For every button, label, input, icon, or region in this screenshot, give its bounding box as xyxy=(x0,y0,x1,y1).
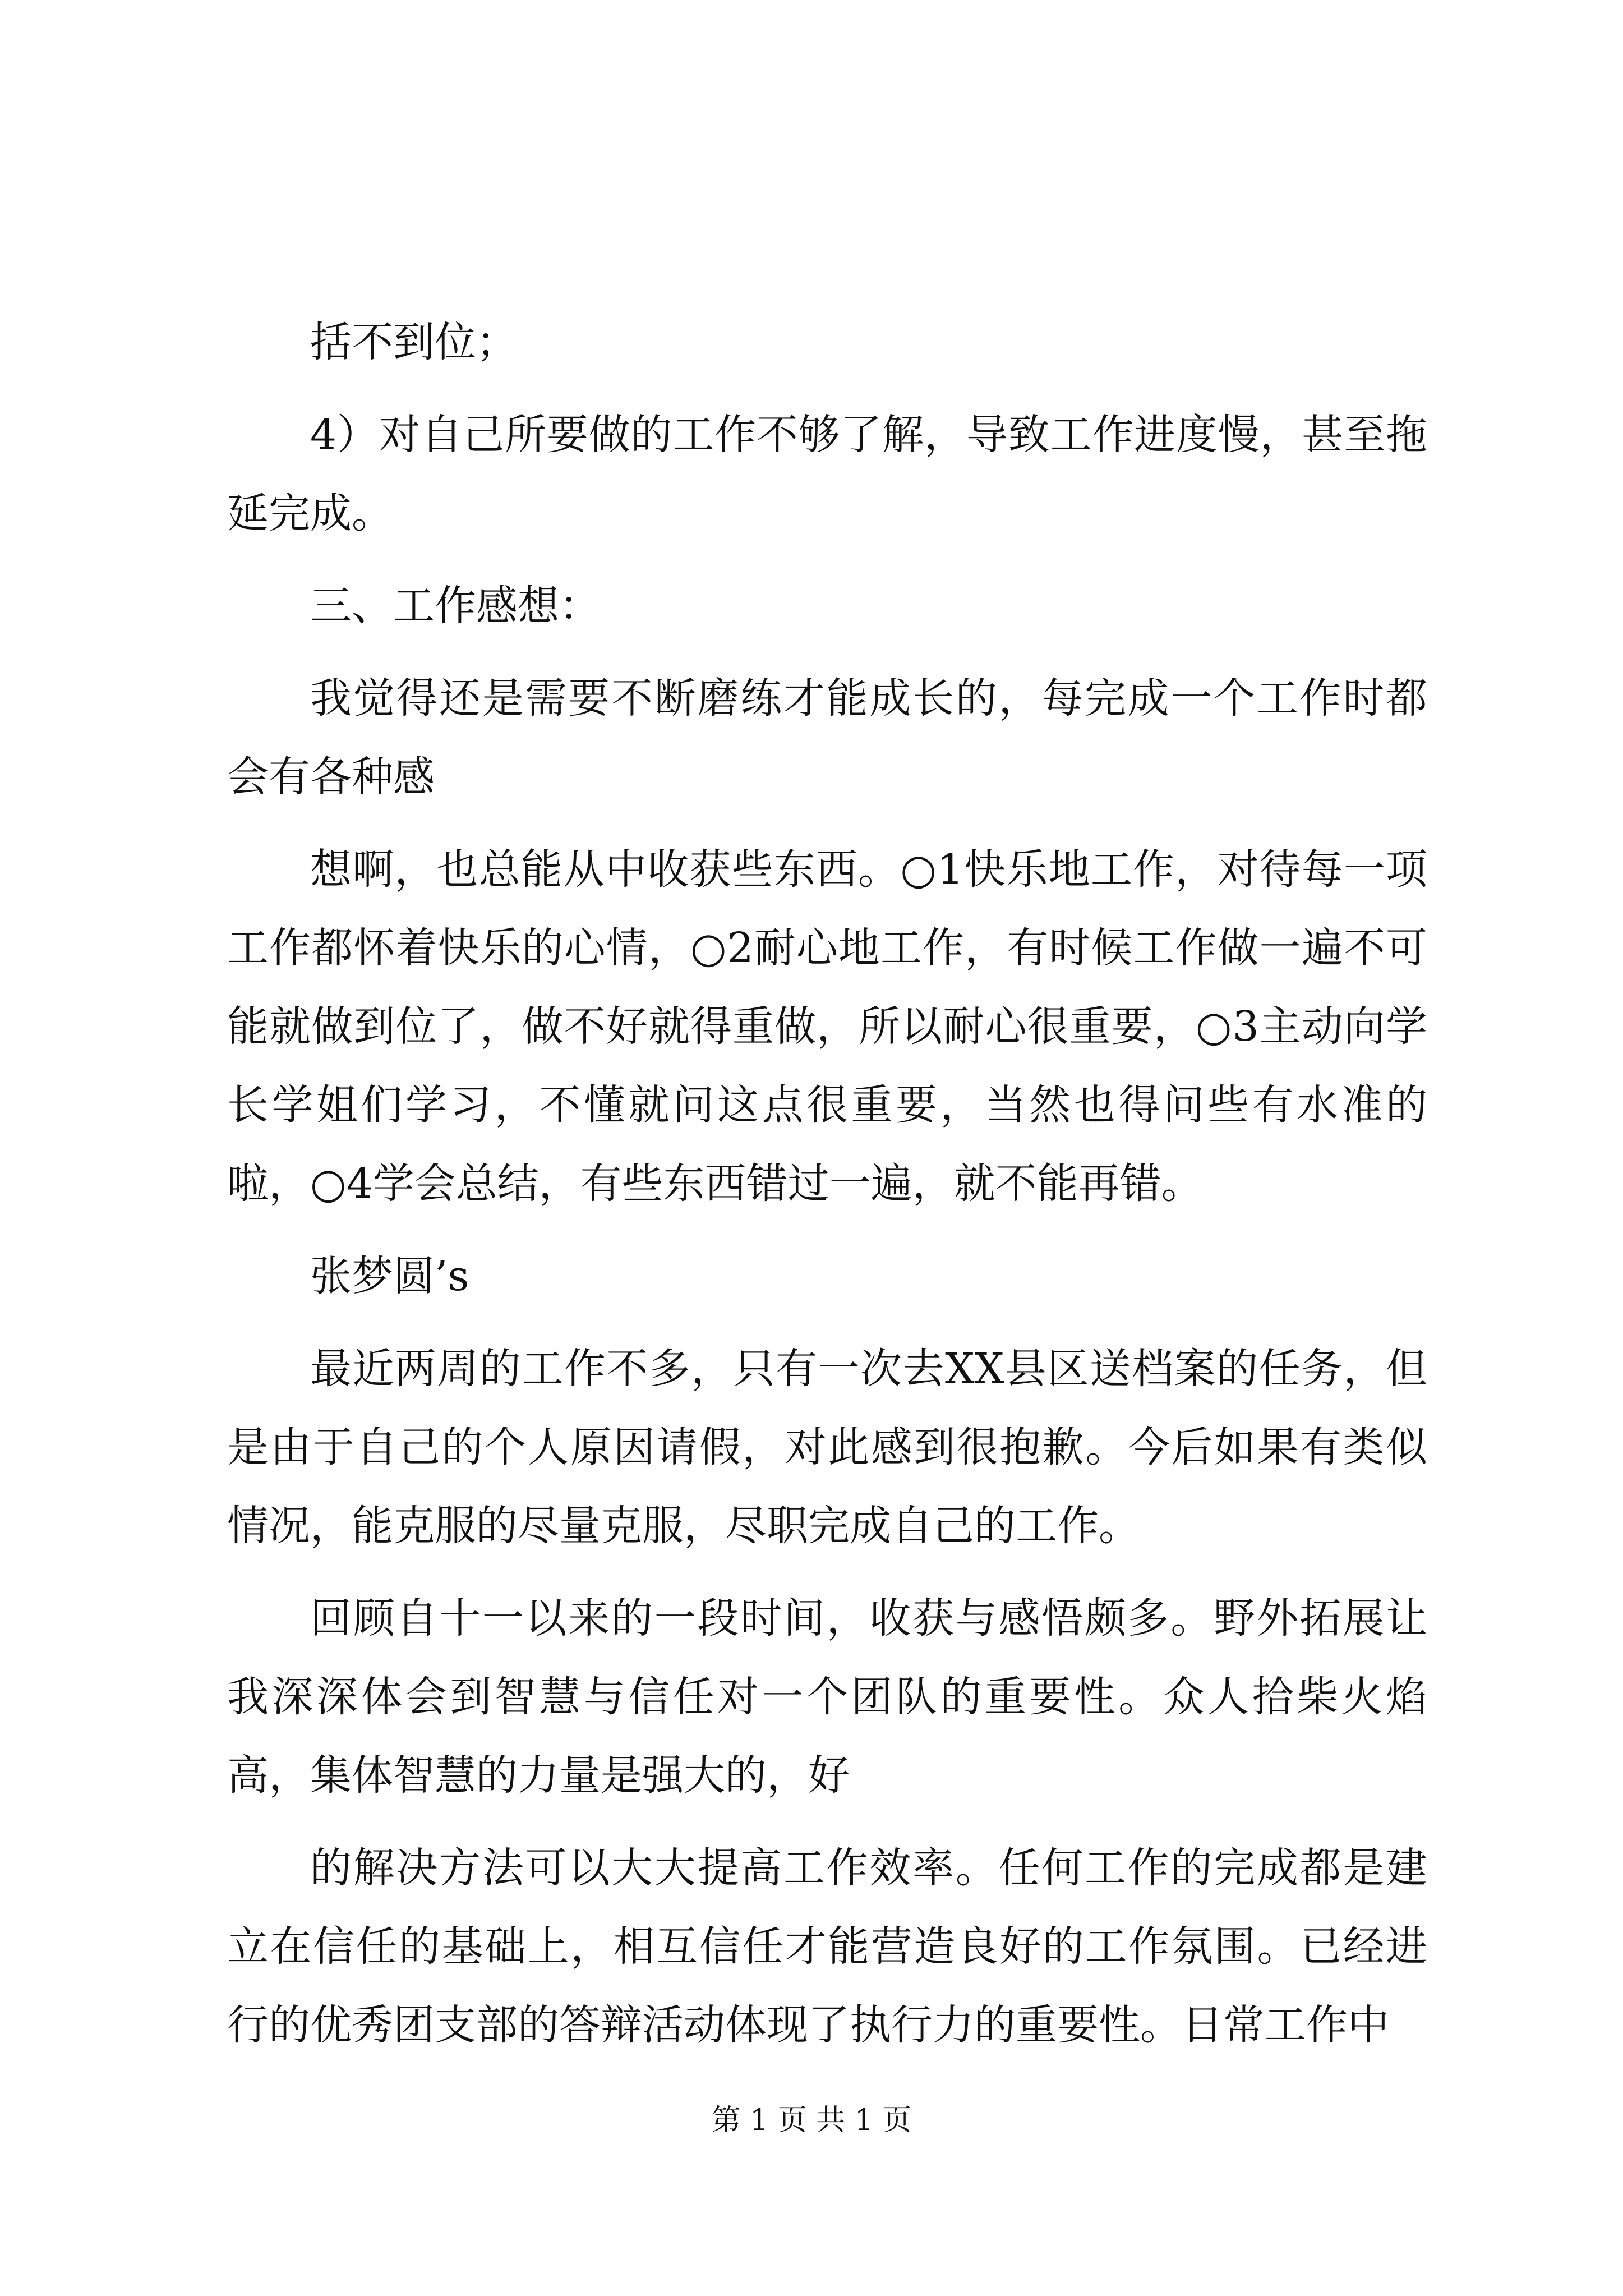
page-number: 第 1 页 共 1 页 xyxy=(711,2104,912,2137)
author-name: 张梦圆’s xyxy=(310,1252,469,1300)
paragraph: 的解决方法可以大大提高工作效率。任何工作的完成都是建立在信任的基础上，相互信任才能营造良好的工作氛围。已经进行的优秀团支部的答辩活动体现了执行力的重要性。日常工作中 xyxy=(227,1844,1427,2049)
paragraph: 我觉得还是需要不断磨练才能成长的，每完成一个工作时都会有各种感 xyxy=(227,674,1427,801)
page-footer xyxy=(0,2101,1623,2140)
document-body xyxy=(227,303,1427,2078)
paragraph: 括不到位； xyxy=(310,318,518,366)
paragraph: 4）对自己所要做的工作不够了解，导致工作进度慢，甚至拖延完成。 xyxy=(227,411,1427,537)
paragraph: 最近两周的工作不多，只有一次去XX县区送档案的任务，但是由于自己的个人原因请假，对此感到很抱歉。今后如果有类似情况，能克服的尽量克服，尽职完成自己的工作。 xyxy=(227,1345,1427,1550)
paragraph: 回顾自十一以来的一段时间，收获与感悟颇多。野外拓展让我深深体会到智慧与信任对一个团队的重要性。众人拾柴火焰高，集体智慧的力量是强大的，好 xyxy=(227,1594,1427,1800)
section-heading: 三、工作感想： xyxy=(310,582,601,630)
paragraph: 想啊，也总能从中收获些东西。○1快乐地工作，对待每一项工作都怀着快乐的心情，○2耐心地工作，有时候工作做一遍不可能就做到位了，做不好就得重做，所以耐心很重要，○3主动向学长学姐们学习，不懂就问这点很重要，当然也得问些有水准的啦，○4学会总结，有些东西错过一遍，就不能再错。 xyxy=(227,845,1427,1208)
